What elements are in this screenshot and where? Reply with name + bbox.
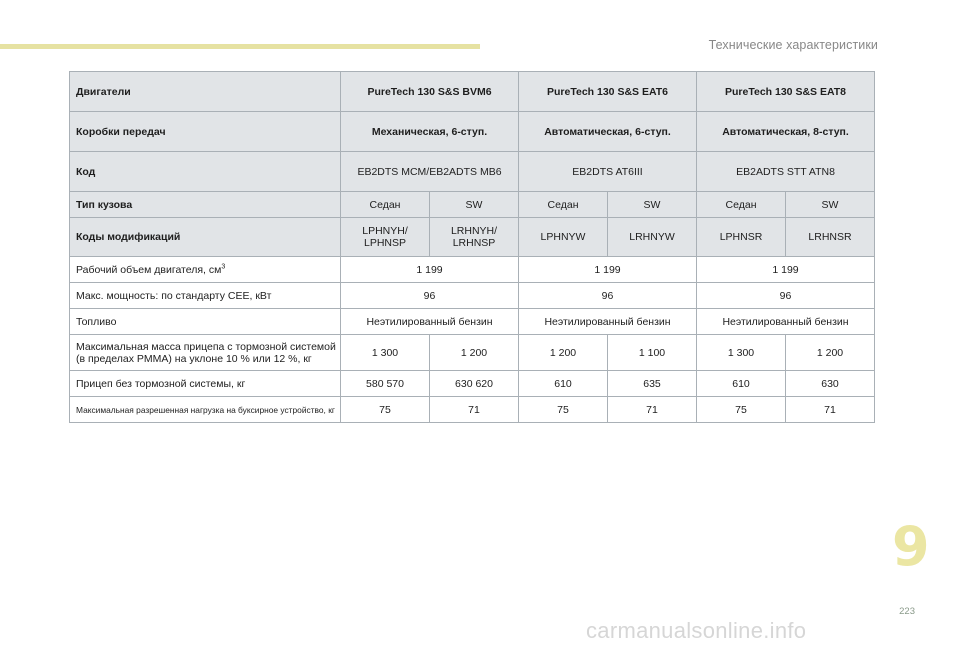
table-row-code — [70, 152, 875, 192]
row-label-engines: Двигатели — [70, 72, 341, 112]
cell-code-1: EB2DTS MCM/EB2ADTS MB6 — [341, 152, 519, 192]
cell-model-code: LPHNYW — [519, 218, 608, 257]
braked-trailer-label-line2: (в пределах PMMA) на уклоне 10 % или 12 %, кг — [76, 352, 312, 365]
cell-braked-trailer: 1 100 — [608, 335, 697, 371]
table-row-unbraked-trailer — [70, 371, 875, 397]
row-label-towbar-load: Максимальная разрешенная нагрузка на буксирное устройство, кг — [70, 397, 341, 423]
row-label-fuel: Топливо — [70, 309, 341, 335]
cell-fuel: Неэтилированный бензин — [341, 309, 519, 335]
cell-code-3: EB2ADTS STT ATN8 — [697, 152, 875, 192]
cell-towbar-load: 75 — [519, 397, 608, 423]
cell-model-code: LRHNYH/ LRHNSP — [430, 218, 519, 257]
displacement-unit-superscript: 3 — [221, 263, 226, 270]
cell-body-type: Седан — [697, 192, 786, 218]
cell-braked-trailer: 1 300 — [697, 335, 786, 371]
watermark-text: carmanualsonline.info — [586, 618, 807, 643]
cell-unbraked-trailer: 630 — [786, 371, 875, 397]
cell-displacement: 1 199 — [519, 257, 697, 283]
chapter-number: 9 — [892, 515, 930, 578]
cell-braked-trailer: 1 200 — [786, 335, 875, 371]
table-row-displacement — [70, 257, 875, 283]
row-label-braked-trailer — [70, 335, 341, 371]
row-label-power: Макс. мощность: по стандарту CEE, кВт — [70, 283, 341, 309]
cell-model-code: LRHNYW — [608, 218, 697, 257]
table-row-braked-trailer — [70, 335, 875, 371]
cell-power: 96 — [519, 283, 697, 309]
cell-towbar-load: 71 — [786, 397, 875, 423]
cell-body-type: SW — [786, 192, 875, 218]
table-row-body-type — [70, 192, 875, 218]
cell-engine-1: PureTech 130 S&S BVM6 — [341, 72, 519, 112]
table-row-fuel — [70, 309, 875, 335]
row-label-model-codes: Коды модификаций — [70, 218, 341, 257]
cell-power: 96 — [697, 283, 875, 309]
cell-power: 96 — [341, 283, 519, 309]
cell-braked-trailer: 1 300 — [341, 335, 430, 371]
cell-body-type: Седан — [341, 192, 430, 218]
cell-engine-2: PureTech 130 S&S EAT6 — [519, 72, 697, 112]
table-row-model-codes — [70, 218, 875, 257]
specifications-table — [69, 71, 875, 423]
section-title: Технические характеристики — [708, 38, 878, 52]
row-label-displacement — [70, 257, 341, 283]
cell-body-type: SW — [608, 192, 697, 218]
cell-gearbox-3: Автоматическая, 8-ступ. — [697, 112, 875, 152]
cell-model-code: LRHNSR — [786, 218, 875, 257]
braked-trailer-label-line1: Максимальная масса прицепа с тормозной системой — [76, 340, 336, 353]
cell-displacement: 1 199 — [697, 257, 875, 283]
table-row-gearboxes — [70, 112, 875, 152]
row-label-code: Код — [70, 152, 341, 192]
cell-gearbox-2: Автоматическая, 6-ступ. — [519, 112, 697, 152]
cell-unbraked-trailer: 580 570 — [341, 371, 430, 397]
cell-towbar-load: 71 — [430, 397, 519, 423]
cell-unbraked-trailer: 630 620 — [430, 371, 519, 397]
cell-towbar-load: 75 — [697, 397, 786, 423]
cell-body-type: SW — [430, 192, 519, 218]
row-label-body-type: Тип кузова — [70, 192, 341, 218]
cell-unbraked-trailer: 610 — [519, 371, 608, 397]
cell-braked-trailer: 1 200 — [430, 335, 519, 371]
row-label-unbraked-trailer: Прицеп без тормозной системы, кг — [70, 371, 341, 397]
cell-unbraked-trailer: 610 — [697, 371, 786, 397]
cell-fuel: Неэтилированный бензин — [697, 309, 875, 335]
cell-model-code: LPHNSR — [697, 218, 786, 257]
table-row-engines — [70, 72, 875, 112]
header-accent-bar — [0, 44, 480, 49]
page-number: 223 — [899, 606, 915, 617]
table-row-towbar-load — [70, 397, 875, 423]
cell-body-type: Седан — [519, 192, 608, 218]
cell-engine-3: PureTech 130 S&S EAT8 — [697, 72, 875, 112]
cell-braked-trailer: 1 200 — [519, 335, 608, 371]
cell-towbar-load: 75 — [341, 397, 430, 423]
cell-model-code: LPHNYH/ LPHNSP — [341, 218, 430, 257]
cell-fuel: Неэтилированный бензин — [519, 309, 697, 335]
cell-code-2: EB2DTS AT6III — [519, 152, 697, 192]
cell-gearbox-1: Механическая, 6-ступ. — [341, 112, 519, 152]
row-label-gearboxes: Коробки передач — [70, 112, 341, 152]
displacement-label-text: Рабочий объем двигателя, см — [76, 263, 222, 276]
cell-unbraked-trailer: 635 — [608, 371, 697, 397]
cell-displacement: 1 199 — [341, 257, 519, 283]
table-row-power — [70, 283, 875, 309]
cell-towbar-load: 71 — [608, 397, 697, 423]
